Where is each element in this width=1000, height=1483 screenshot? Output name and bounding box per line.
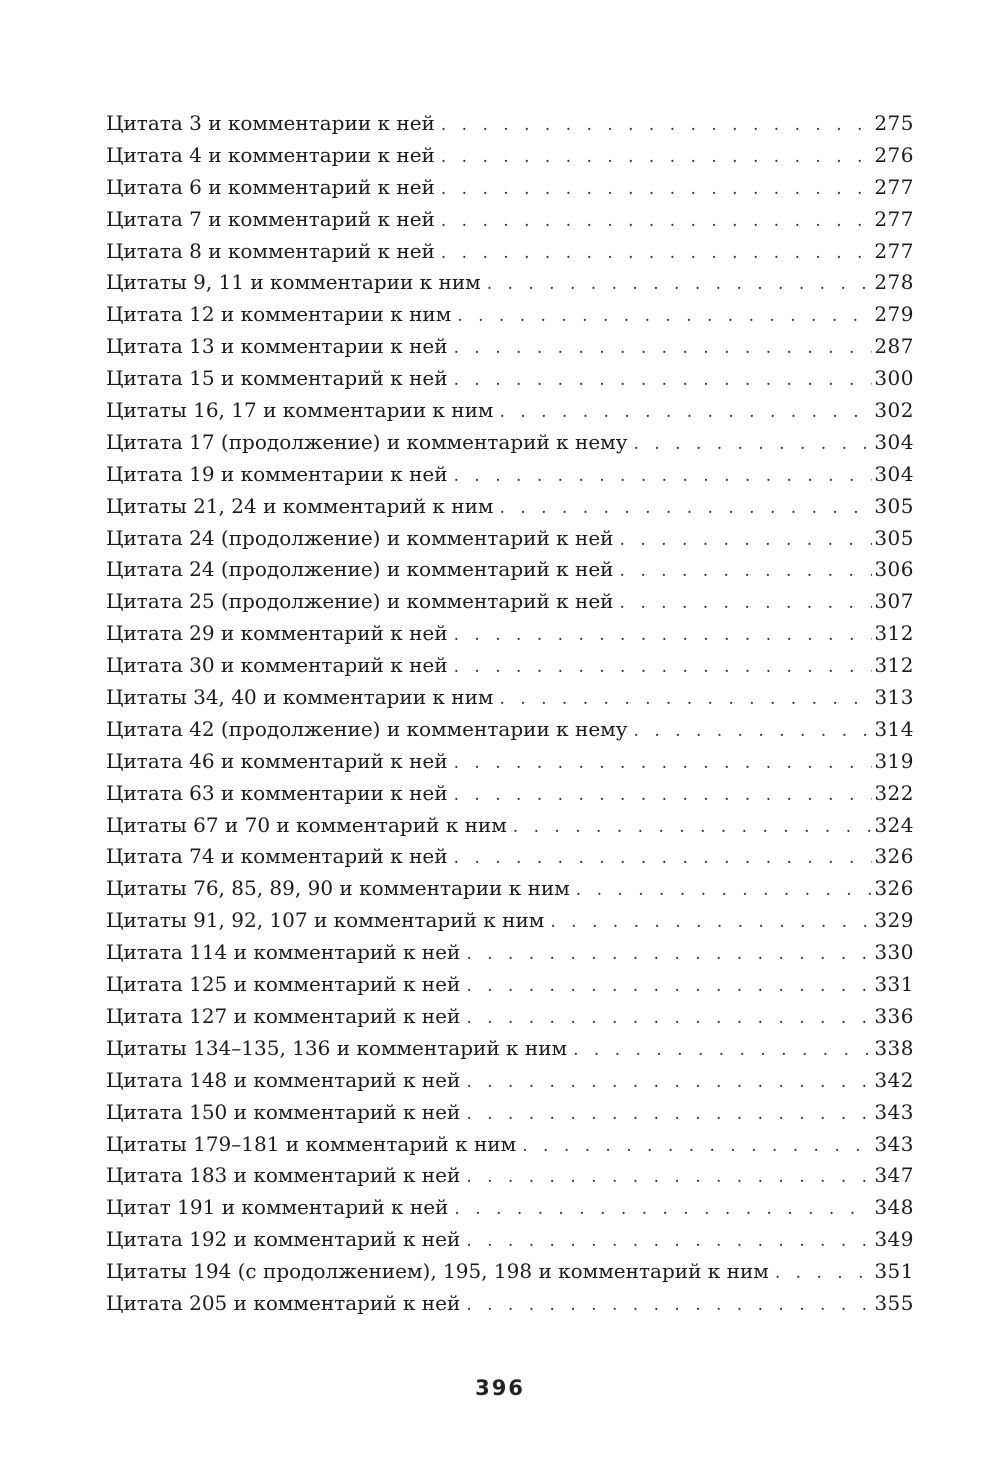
toc-entry-page: 338 (874, 1035, 914, 1060)
toc-entry-title: Цитата 42 (продолжение) и комментарии к нему (106, 716, 628, 741)
toc-dot-leader (466, 1290, 872, 1322)
toc-entry-title: Цитаты 34, 40 и комментарии к ним (106, 685, 494, 710)
toc-entry-page: 331 (874, 972, 914, 997)
toc-entry-title: Цитата 8 и комментарий к ней (106, 238, 435, 263)
toc-entry (106, 299, 914, 331)
toc-entry (106, 108, 914, 140)
toc-entry-title: Цитаты 179–181 и комментарий к ним (106, 1131, 517, 1156)
toc-dot-leader (576, 875, 873, 907)
toc-entry (106, 841, 914, 873)
toc-entry-page: 347 (874, 1163, 914, 1188)
toc-entry-page: 329 (874, 908, 914, 933)
toc-entry-page: 278 (874, 270, 914, 295)
toc-dot-leader (466, 1003, 872, 1035)
toc-entry-page: 275 (874, 111, 914, 135)
toc-dot-leader (441, 238, 872, 270)
toc-entry-page: 326 (874, 844, 914, 869)
toc-entry-page: 312 (874, 621, 914, 646)
toc-dot-leader (499, 493, 872, 525)
toc-entry (106, 140, 914, 172)
toc-entry-page: 336 (874, 1003, 914, 1028)
toc-entry-title: Цитата 148 и комментарий к ней (106, 1067, 461, 1092)
toc-dot-leader (454, 652, 873, 684)
toc-dot-leader (441, 110, 872, 142)
toc-entry-page: 312 (874, 653, 914, 678)
toc-entry (106, 1097, 914, 1129)
toc-entry-title: Цитаты 9, 11 и комментарии к ним (106, 270, 481, 295)
toc-entry-page: 287 (874, 334, 914, 359)
toc-entry-page: 330 (874, 940, 914, 965)
toc-entry (106, 363, 914, 395)
toc-entry (106, 236, 914, 268)
toc-entry-page: 313 (874, 685, 914, 710)
toc-entry-title: Цитата 12 и комментарии к ним (106, 302, 452, 327)
toc-entry (106, 267, 914, 299)
toc-entry-title: Цитаты 16, 17 и комментарии к ним (106, 398, 494, 423)
toc-entry (106, 937, 914, 969)
toc-dot-leader (573, 1035, 872, 1067)
toc-entry (106, 1288, 914, 1320)
toc-entry-page: 300 (874, 366, 914, 391)
toc-entry (106, 682, 914, 714)
toc-dot-leader (454, 1194, 872, 1226)
toc-dot-leader (454, 461, 873, 493)
toc-dot-leader (499, 397, 872, 429)
toc-entry-page: 276 (874, 142, 914, 167)
toc-dot-leader (550, 907, 872, 939)
toc-entry-page: 277 (874, 238, 914, 263)
toc-entry-page: 314 (874, 716, 914, 741)
toc-dot-leader (466, 1099, 872, 1131)
toc-entry-page: 351 (874, 1259, 914, 1284)
toc-entry-title: Цитаты 134–135, 136 и комментарий к ним (106, 1035, 568, 1060)
toc-entry (106, 746, 914, 778)
toc-entry-page: 343 (874, 1131, 914, 1156)
toc-entry (106, 1129, 914, 1161)
toc-entry (106, 969, 914, 1001)
toc-entry-title: Цитата 24 (продолжение) и комментарий к ней (106, 525, 614, 550)
toc-dot-leader (466, 971, 872, 1003)
toc-entry-title: Цитата 205 и комментарий к ней (106, 1290, 461, 1315)
toc-entry-page: 319 (874, 748, 914, 773)
toc-entry-title: Цитаты 67 и 70 и комментарий к ним (106, 812, 507, 837)
toc-entry-title: Цитата 114 и комментарий к ней (106, 940, 461, 965)
toc-entry (106, 459, 914, 491)
toc-entry-title: Цитата 183 и комментарий к ней (106, 1163, 461, 1188)
toc-entry-title: Цитаты 76, 85, 89, 90 и комментарии к ним (106, 876, 570, 901)
toc-dot-leader (487, 269, 873, 301)
toc-dot-leader (775, 1258, 872, 1290)
table-of-contents (106, 108, 914, 1320)
toc-entry-title: Цитата 63 и комментарии к ней (106, 780, 448, 805)
toc-entry (106, 1224, 914, 1256)
toc-entry-page: 349 (874, 1227, 914, 1252)
toc-entry (106, 1001, 914, 1033)
toc-entry-page: 305 (874, 525, 914, 550)
toc-entry-page: 324 (874, 812, 914, 837)
toc-dot-leader (454, 620, 873, 652)
toc-entry-title: Цитата 46 и комментарий к ней (106, 748, 448, 773)
toc-dot-leader (466, 1226, 872, 1258)
toc-entry-title: Цитата 6 и комментарий к ней (106, 174, 435, 199)
toc-dot-leader (466, 939, 872, 971)
toc-entry (106, 491, 914, 523)
toc-dot-leader (441, 174, 872, 206)
toc-entry (106, 586, 914, 618)
toc-entry (106, 778, 914, 810)
toc-entry-page: 304 (874, 429, 914, 454)
toc-entry-title: Цитата 192 и комментарий к ней (106, 1227, 461, 1252)
toc-dot-leader (620, 556, 873, 588)
toc-entry-title: Цитата 150 и комментарий к ней (106, 1099, 461, 1124)
toc-dot-leader (454, 333, 873, 365)
toc-dot-leader (454, 843, 873, 875)
toc-entry (106, 650, 914, 682)
toc-entry-title: Цитата 127 и комментарий к ней (106, 1003, 461, 1028)
toc-entry-page: 277 (874, 206, 914, 231)
toc-dot-leader (620, 588, 873, 620)
toc-dot-leader (634, 716, 873, 748)
toc-entry-page: 342 (874, 1067, 914, 1092)
toc-entry (106, 873, 914, 905)
toc-entry (106, 523, 914, 555)
toc-entry (106, 554, 914, 586)
toc-entry (106, 331, 914, 363)
toc-entry-title: Цитата 13 и комментарии к ней (106, 334, 448, 359)
toc-entry-title: Цитата 3 и комментарии к ней (106, 111, 435, 135)
toc-entry-page: 305 (874, 493, 914, 518)
toc-entry (106, 1192, 914, 1224)
toc-entry-title: Цитаты 194 (с продолжением), 195, 198 и комментарий к ним (106, 1259, 769, 1284)
toc-dot-leader (441, 206, 872, 238)
toc-entry-page: 279 (874, 302, 914, 327)
toc-entry-title: Цитата 17 (продолжение) и комментарий к нему (106, 429, 628, 454)
toc-entry-page: 307 (874, 589, 914, 614)
toc-entry-title: Цитата 30 и комментарий к ней (106, 653, 448, 678)
toc-dot-leader (466, 1067, 872, 1099)
page-number: 396 (475, 1376, 525, 1400)
toc-entry-title: Цитата 125 и комментарий к ней (106, 972, 461, 997)
toc-dot-leader (620, 525, 873, 557)
toc-entry-page: 322 (874, 780, 914, 805)
toc-entry-page: 326 (874, 876, 914, 901)
toc-dot-leader (441, 142, 872, 174)
toc-entry (106, 395, 914, 427)
toc-entry-page: 355 (874, 1290, 914, 1315)
toc-entry (106, 810, 914, 842)
toc-entry (106, 1160, 914, 1192)
toc-entry-page: 343 (874, 1099, 914, 1124)
toc-entry-title: Цитата 24 (продолжение) и комментарий к ней (106, 557, 614, 582)
toc-entry-title: Цитаты 91, 92, 107 и комментарий к ним (106, 908, 545, 933)
toc-entry (106, 1033, 914, 1065)
toc-entry-page: 304 (874, 461, 914, 486)
toc-entry-page: 277 (874, 174, 914, 199)
toc-entry (106, 427, 914, 459)
toc-entry (106, 714, 914, 746)
toc-entry (106, 618, 914, 650)
toc-entry-title: Цитаты 21, 24 и комментарий к ним (106, 493, 494, 518)
toc-entry (106, 172, 914, 204)
toc-dot-leader (522, 1131, 872, 1163)
toc-entry-page: 348 (874, 1195, 914, 1220)
toc-dot-leader (454, 748, 873, 780)
toc-entry-title: Цитата 25 (продолжение) и комментарий к ней (106, 589, 614, 614)
toc-entry (106, 905, 914, 937)
toc-dot-leader (454, 365, 873, 397)
toc-dot-leader (454, 780, 873, 812)
toc-entry (106, 1065, 914, 1097)
toc-dot-leader (513, 812, 873, 844)
toc-entry-title: Цитата 4 и комментарии к ней (106, 142, 435, 167)
toc-entry (106, 204, 914, 236)
toc-entry-title: Цитата 19 и комментарии к ней (106, 461, 448, 486)
toc-entry (106, 1256, 914, 1288)
toc-entry-title: Цитата 74 и комментарий к ней (106, 844, 448, 869)
toc-entry-page: 306 (874, 557, 914, 582)
toc-entry-title: Цитата 7 и комментарий к ней (106, 206, 435, 231)
toc-entry-title: Цитата 29 и комментарий к ней (106, 621, 448, 646)
toc-entry-title: Цитата 15 и комментарий к ней (106, 366, 448, 391)
toc-entry-page: 302 (874, 398, 914, 423)
toc-dot-leader (466, 1162, 872, 1194)
toc-dot-leader (499, 684, 872, 716)
toc-dot-leader (634, 429, 873, 461)
toc-dot-leader (457, 301, 872, 333)
toc-entry-title: Цитат 191 и комментарий к ней (106, 1195, 449, 1220)
